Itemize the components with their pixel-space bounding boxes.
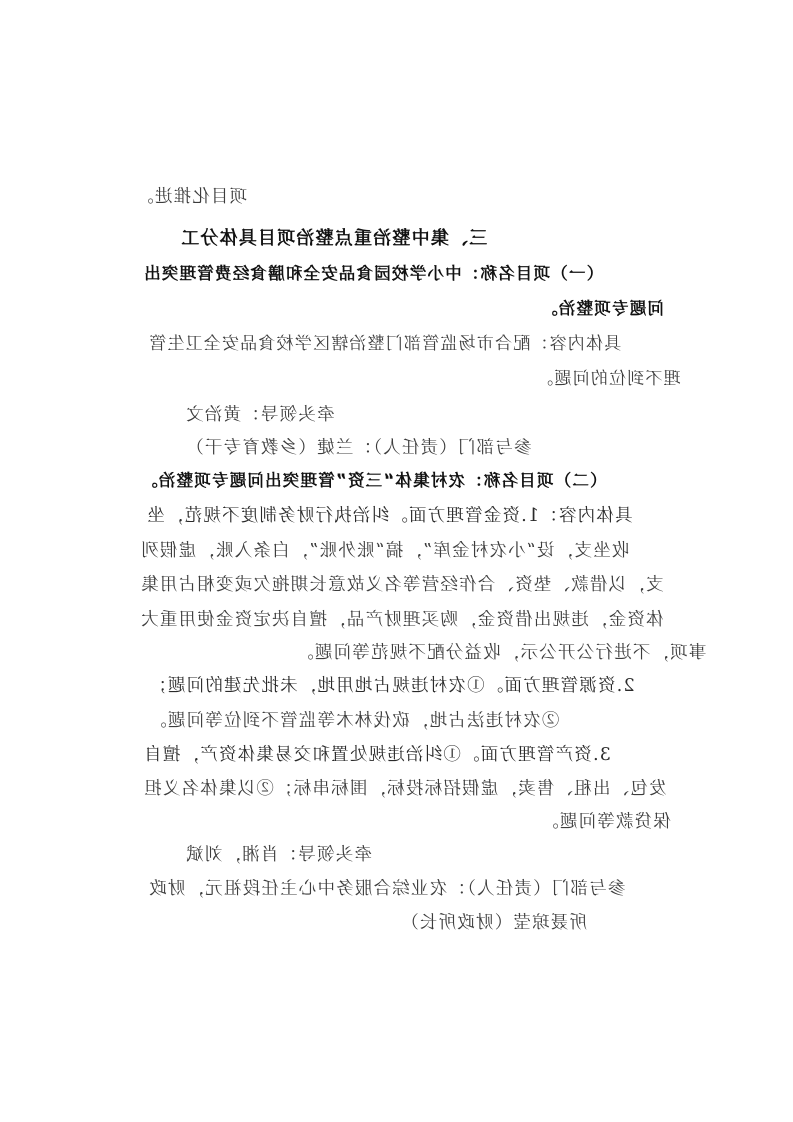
item-2-departments-cont: 所聂琼莹（财政所长） bbox=[400, 913, 587, 933]
item-2-assets-2: 发包、出租、售卖，虚假招标投标，围标串标；②以集体名义担 bbox=[143, 779, 667, 799]
item-2-departments: 参与部门（责任人）：农业综合服务中心主任段祖元，财政 bbox=[148, 879, 626, 899]
item-2-content-5: 事项，不进行公开公示，收益分配不规范等问题。 bbox=[295, 643, 707, 663]
item-2-assets-3: 保贷款等问题。 bbox=[540, 812, 671, 832]
item-1-title: （一）项目名称：中小学校园食品安全和膳食经费管理突出 bbox=[143, 264, 604, 283]
item-2-content-1: 具体内容：1.资金管理方面。纠治执行财务制度不规范，坐 bbox=[146, 506, 633, 526]
item-2-content-2: 收坐支，设“小农村金库”，搞“账外账”，白条入账，虚假列 bbox=[140, 541, 630, 561]
item-2-content-3: 支，以借款、垫资、合作经营等名义故意长期拖欠或变相占用集 bbox=[140, 575, 664, 595]
text-line-1: 项目化推进。 bbox=[135, 187, 248, 207]
section-heading: 三、集中整治重点整治项目具体分工 bbox=[180, 228, 488, 249]
item-1-departments: 参与部门（责任人）：兰婕（乡教育专干） bbox=[185, 438, 532, 458]
item-2-resources-2: ②农村违法占地，砍伐林木等监管不到位等问题。 bbox=[148, 711, 560, 731]
item-2-title: （二）项目名称：农村集体“三资”管理突出问题专项整治。 bbox=[140, 471, 607, 490]
item-1-lead: 牵头领导：黄治文 bbox=[185, 405, 335, 425]
item-1-content-cont: 理不到位的问题。 bbox=[535, 369, 681, 389]
item-2-resources-1: 2.资源管理方面。①农村违规占地用地，未批先建的问题； bbox=[148, 676, 635, 696]
item-1-content: 具体内容：配合市场监管部门整治辖区学校食品安全卫生管 bbox=[148, 334, 622, 354]
item-2-content-4: 体资金，违规出借资金，购买理财产品，擅自决定资金使用重大 bbox=[140, 610, 664, 630]
item-1-title-cont: 问题专项整治。 bbox=[540, 299, 664, 318]
item-2-assets-1: 3.资产管理方面。①纠治违规处置和交易集体资产，擅自 bbox=[143, 745, 611, 765]
item-2-lead: 牵头领导：肖湘，刘斌 bbox=[185, 845, 372, 865]
